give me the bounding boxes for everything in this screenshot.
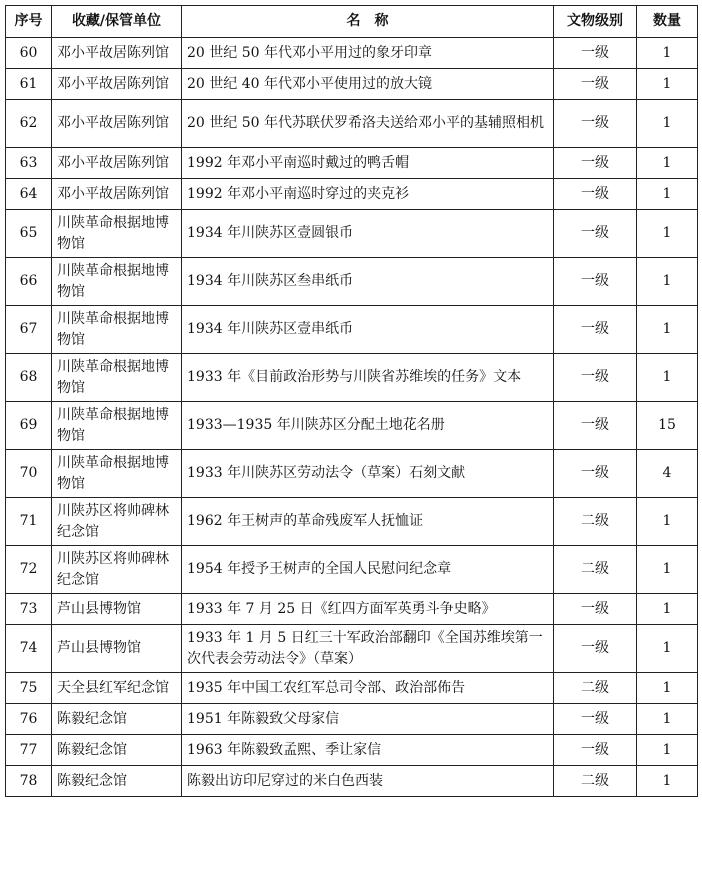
table-row: [6, 546, 698, 594]
cell-name: 20 世纪 40 年代邓小平使用过的放大镜: [182, 69, 554, 100]
cell-name: 1934 年川陕苏区叁串纸币: [182, 258, 554, 306]
cell-number: 72: [6, 546, 52, 594]
cell-unit: 邓小平故居陈列馆: [52, 38, 182, 69]
cell-level: 二级: [554, 546, 637, 594]
cell-number: 68: [6, 354, 52, 402]
table-row: [6, 258, 698, 306]
table-body: [6, 38, 698, 797]
cell-level: 一级: [554, 354, 637, 402]
table-row: [6, 354, 698, 402]
cell-level: 一级: [554, 594, 637, 625]
table-row: [6, 402, 698, 450]
cell-number: 76: [6, 704, 52, 735]
cell-level: 一级: [554, 258, 637, 306]
table-row: [6, 625, 698, 673]
cell-name: 1934 年川陕苏区壹串纸币: [182, 306, 554, 354]
cell-name: 20 世纪 50 年代邓小平用过的象牙印章: [182, 38, 554, 69]
cell-number: 69: [6, 402, 52, 450]
cell-unit: 川陕革命根据地博物馆: [52, 402, 182, 450]
table-row: [6, 594, 698, 625]
table-row: [6, 179, 698, 210]
cell-number: 66: [6, 258, 52, 306]
cell-unit: 陈毅纪念馆: [52, 735, 182, 766]
cell-number: 64: [6, 179, 52, 210]
cell-unit: 川陕苏区将帅碑林纪念馆: [52, 546, 182, 594]
table-row: [6, 450, 698, 498]
cell-number: 77: [6, 735, 52, 766]
header-name: 名 称: [182, 6, 554, 38]
table-row: [6, 148, 698, 179]
cell-name: 20 世纪 50 年代苏联伏罗希洛夫送给邓小平的基辅照相机: [182, 100, 554, 148]
cell-unit: 邓小平故居陈列馆: [52, 179, 182, 210]
cell-quantity: 1: [637, 766, 698, 797]
cell-number: 62: [6, 100, 52, 148]
cell-unit: 邓小平故居陈列馆: [52, 69, 182, 100]
cell-level: 一级: [554, 450, 637, 498]
header-quantity: 数量: [637, 6, 698, 38]
cell-quantity: 1: [637, 735, 698, 766]
cell-unit: 川陕苏区将帅碑林纪念馆: [52, 498, 182, 546]
cell-level: 二级: [554, 673, 637, 704]
cell-quantity: 4: [637, 450, 698, 498]
cell-number: 60: [6, 38, 52, 69]
cell-quantity: 1: [637, 258, 698, 306]
cell-name: 1935 年中国工农红军总司令部、政治部佈告: [182, 673, 554, 704]
header-level: 文物级别: [554, 6, 637, 38]
cell-unit: 邓小平故居陈列馆: [52, 148, 182, 179]
cell-number: 63: [6, 148, 52, 179]
cell-unit: 芦山县博物馆: [52, 594, 182, 625]
cell-quantity: 1: [637, 498, 698, 546]
cell-name: 1933 年 7 月 25 日《红四方面军英勇斗争史略》: [182, 594, 554, 625]
cell-quantity: 1: [637, 704, 698, 735]
cell-level: 一级: [554, 704, 637, 735]
cell-number: 74: [6, 625, 52, 673]
cell-unit: 川陕革命根据地博物馆: [52, 258, 182, 306]
cell-unit: 川陕革命根据地博物馆: [52, 210, 182, 258]
table-row: [6, 100, 698, 148]
cell-unit: 芦山县博物馆: [52, 625, 182, 673]
cell-name: 1992 年邓小平南巡时穿过的夹克衫: [182, 179, 554, 210]
cell-name: 1933 年川陕苏区劳动法令（草案）石刻文献: [182, 450, 554, 498]
cell-level: 一级: [554, 148, 637, 179]
cell-quantity: 1: [637, 179, 698, 210]
cell-number: 61: [6, 69, 52, 100]
header-unit: 收藏/保管单位: [52, 6, 182, 38]
cell-quantity: 1: [637, 38, 698, 69]
table-row: [6, 673, 698, 704]
cell-name: 1933 年 1 月 5 日红三十军政治部翻印《全国苏维埃第一次代表会劳动法令》（草案）: [182, 625, 554, 673]
cell-quantity: 1: [637, 594, 698, 625]
cell-level: 一级: [554, 179, 637, 210]
cell-level: 一级: [554, 402, 637, 450]
cell-unit: 陈毅纪念馆: [52, 766, 182, 797]
cell-level: 一级: [554, 69, 637, 100]
cell-number: 71: [6, 498, 52, 546]
cell-number: 70: [6, 450, 52, 498]
table-row: [6, 38, 698, 69]
cell-name: 1951 年陈毅致父母家信: [182, 704, 554, 735]
cell-unit: 川陕革命根据地博物馆: [52, 354, 182, 402]
relics-table: [5, 5, 698, 797]
cell-name: 1963 年陈毅致孟熙、季让家信: [182, 735, 554, 766]
cell-number: 75: [6, 673, 52, 704]
cell-name: 陈毅出访印尼穿过的米白色西装: [182, 766, 554, 797]
cell-unit: 陈毅纪念馆: [52, 704, 182, 735]
cell-quantity: 1: [637, 210, 698, 258]
table-row: [6, 735, 698, 766]
cell-quantity: 1: [637, 546, 698, 594]
cell-name: 1933—1935 年川陕苏区分配土地花名册: [182, 402, 554, 450]
table-row: [6, 69, 698, 100]
cell-name: 1954 年授予王树声的全国人民慰问纪念章: [182, 546, 554, 594]
cell-level: 二级: [554, 498, 637, 546]
table-row: [6, 766, 698, 797]
cell-quantity: 1: [637, 673, 698, 704]
cell-name: 1992 年邓小平南巡时戴过的鸭舌帽: [182, 148, 554, 179]
header-row: [6, 6, 698, 38]
cell-unit: 川陕革命根据地博物馆: [52, 306, 182, 354]
cell-level: 一级: [554, 210, 637, 258]
cell-level: 一级: [554, 625, 637, 673]
cell-level: 一级: [554, 735, 637, 766]
cell-unit: 邓小平故居陈列馆: [52, 100, 182, 148]
cell-quantity: 15: [637, 402, 698, 450]
cell-quantity: 1: [637, 148, 698, 179]
header-number: 序号: [6, 6, 52, 38]
cell-number: 65: [6, 210, 52, 258]
table-row: [6, 704, 698, 735]
cell-name: 1934 年川陕苏区壹圆银币: [182, 210, 554, 258]
cell-level: 一级: [554, 306, 637, 354]
cell-number: 73: [6, 594, 52, 625]
cell-level: 一级: [554, 38, 637, 69]
cell-quantity: 1: [637, 625, 698, 673]
cell-quantity: 1: [637, 354, 698, 402]
table-row: [6, 306, 698, 354]
cell-number: 78: [6, 766, 52, 797]
cell-unit: 天全县红军纪念馆: [52, 673, 182, 704]
cell-level: 二级: [554, 766, 637, 797]
cell-name: 1962 年王树声的革命残废军人抚恤证: [182, 498, 554, 546]
table-row: [6, 498, 698, 546]
cell-name: 1933 年《目前政治形势与川陕省苏维埃的任务》文本: [182, 354, 554, 402]
cell-number: 67: [6, 306, 52, 354]
cell-quantity: 1: [637, 100, 698, 148]
cell-level: 一级: [554, 100, 637, 148]
cell-quantity: 1: [637, 69, 698, 100]
cell-unit: 川陕革命根据地博物馆: [52, 450, 182, 498]
table-row: [6, 210, 698, 258]
cell-quantity: 1: [637, 306, 698, 354]
